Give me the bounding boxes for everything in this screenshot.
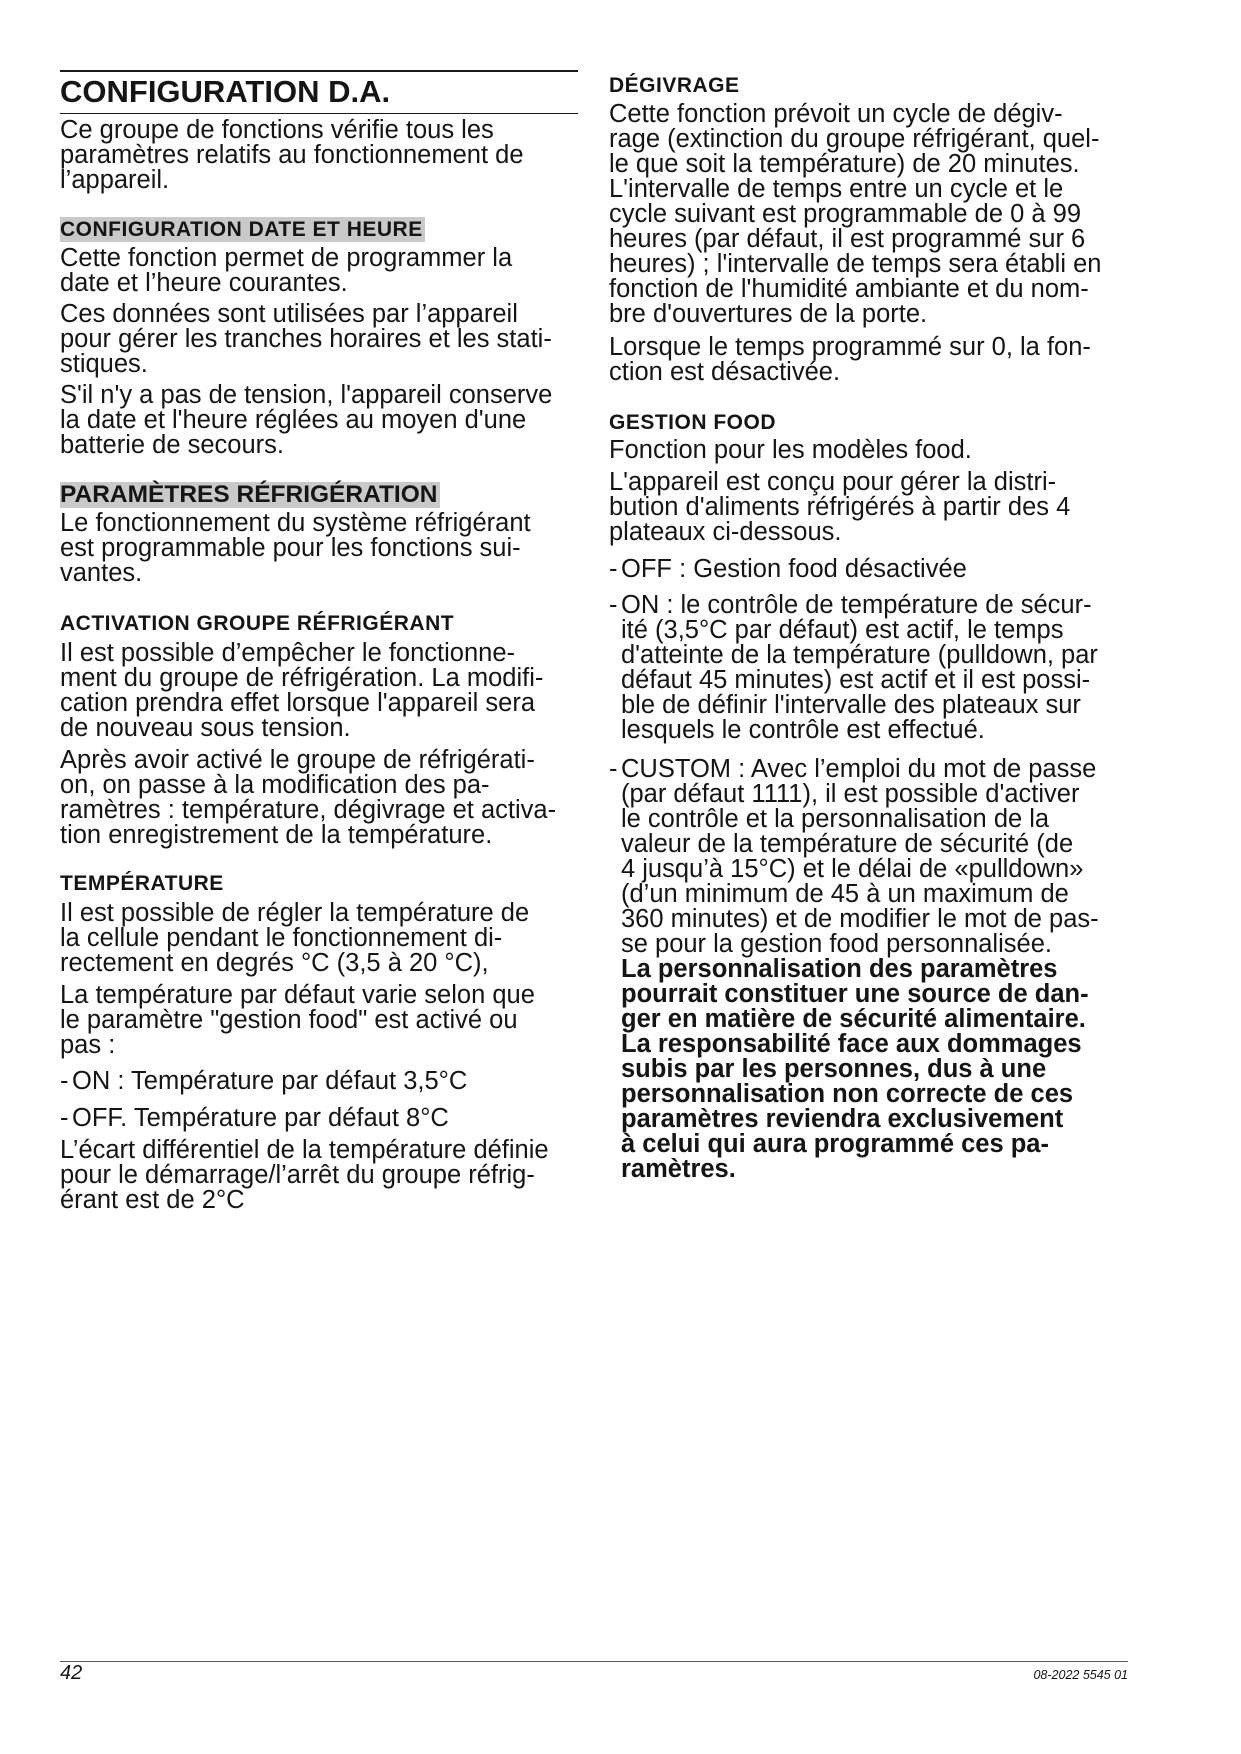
list-item — [609, 593, 1098, 743]
list-item — [609, 557, 967, 582]
list-item-text: OFF. Température par défaut 8°C — [72, 1104, 449, 1133]
section-heading-refrigeration: PARAMÈTRES RÉFRIGÉRATION — [60, 480, 438, 508]
paragraph: Cette fonction permet de programmer la date et l’heure courantes. — [60, 243, 513, 297]
document-code: 08-2022 5545 01 — [1033, 1668, 1128, 1682]
paragraph: L’écart différentiel de la température définie pour le démarrage/l’arrêt du groupe réfrig- érant est de 2°C — [60, 1135, 549, 1214]
subheading-defrost: DÉGIVRAGE — [609, 74, 740, 98]
list-item-text: ON : Température par défaut 3,5°C — [72, 1067, 468, 1096]
safety-warning: La personnalisation des paramètres pourrait constituer une source de dan- ger en matière de sécurité alimentaire. La responsabilité face aux dommages subis par les personnes, dus à une personnalisation non correcte de ces paramètres reviendra exclusivement à celui qui aura programmé ces pa- ramètres. — [621, 954, 1089, 1183]
subheading-temperature: TEMPÉRATURE — [60, 872, 224, 895]
paragraph: Ces données sont utilisées par l’appareil pour gérer les tranches horaires et les stati- stiques. — [60, 300, 552, 378]
list-marker: - — [609, 591, 618, 620]
page-title: CONFIGURATION D.A. — [60, 73, 391, 109]
list-marker: - — [60, 1104, 69, 1133]
list-item-text: CUSTOM : Avec l’emploi du mot de passe (par défaut 1111), il est possible d'activer le contrôle et la personnalisation de la valeur de la température de sécurité (de 4 jusqu’à 15°C) et le délai de «pulldown» (d’un minimum de 45 à un maximum de 360 minutes) et de modifier le mot de pas- se pour la gestion food personnalisée. — [621, 754, 1099, 958]
paragraph: S'il n'y a pas de tension, l'appareil conserve la date et l'heure réglées au moyen d'une batterie de secours. — [60, 381, 553, 459]
subheading-activation: ACTIVATION GROUPE RÉFRIGÉRANT — [60, 612, 455, 635]
list-item — [60, 1106, 449, 1131]
paragraph: Fonction pour les modèles food. — [609, 436, 972, 465]
list-item-body — [621, 754, 1099, 1183]
paragraph: La température par défaut varie selon que le paramètre "gestion food" est activé ou pas : — [60, 980, 535, 1059]
paragraph: Après avoir activé le groupe de réfrigérati- on, on passe à la modification des pa- ramètres : température, dégivrage et activa- tion enregistrement de la température. — [60, 745, 557, 849]
list-item — [60, 1069, 467, 1094]
paragraph: L'appareil est conçu pour gérer la distri- bution d'aliments réfrigérés à partir des 4 plateaux ci-dessous. — [609, 467, 1071, 546]
list-marker: - — [60, 1067, 69, 1096]
title-rule-top — [60, 70, 578, 72]
list-item-text: OFF : Gestion food désactivée — [621, 555, 967, 584]
paragraph: Il est possible d’empêcher le fonctionne- ment du groupe de réfrigération. La modifi- cation prendra effet lorsque l'appareil sera de nouveau sous tension. — [60, 638, 544, 742]
list-marker: - — [609, 754, 618, 783]
paragraph: Le fonctionnement du système réfrigérant est programmable pour les fonctions sui- vantes. — [60, 509, 531, 588]
list-item — [609, 754, 1099, 1183]
list-item-text: ON : le contrôle de température de sécur- ité (3,5°C par défaut) est actif, le temps d'atteinte de la température (pulldown, par défaut 45 minutes) est actif et il est possi- ble de définir l'intervalle des plateaux sur lesquels le contrôle est effectué. — [621, 591, 1098, 745]
paragraph: Cette fonction prévoit un cycle de dégiv- rage (extinction du groupe réfrigérant, quel- le que soit la température) de 20 minutes. L'intervalle de temps entre un cycle et le cycle suivant est programmable de 0 à 99 heures (par défaut, il est programmé sur 6 heures) ; l'intervalle de temps sera établi en fonction de l'humidité ambiante et du nom- bre d'ouvertures de la porte. — [609, 99, 1102, 328]
title-rule-bottom — [60, 113, 578, 114]
intro-paragraph: Ce groupe de fonctions vérifie tous les paramètres relatifs au fonctionnement de l’appareil. — [60, 115, 524, 194]
section-heading-date-time: CONFIGURATION DATE ET HEURE — [60, 218, 423, 241]
paragraph: Il est possible de régler la température de la cellule pendant le fonctionnement di- rectement en degrés °C (3,5 à 20 °C), — [60, 898, 530, 977]
list-marker: - — [609, 555, 618, 584]
paragraph: Lorsque le temps programmé sur 0, la fon- ction est désactivée. — [609, 332, 1091, 386]
footer-rule — [60, 1661, 1128, 1662]
subheading-food-management: GESTION FOOD — [609, 410, 777, 434]
page-number: 42 — [60, 1662, 83, 1684]
